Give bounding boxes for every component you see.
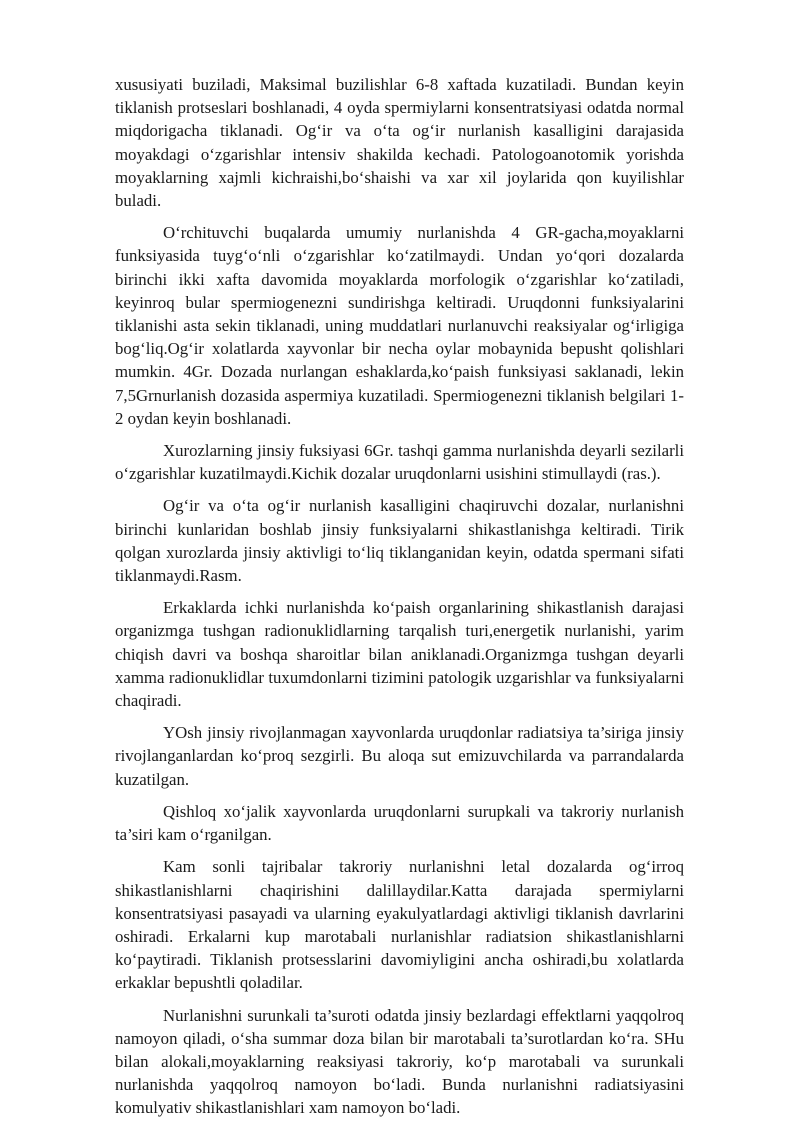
paragraph: Nurlanishni surunkali ta’suroti odatda jinsiy bezlardagi effektlarni yaqqolroq namoyon qiladi, o‘sha summar doza bilan bir marotabali ta’surotlardan ko‘ra. SHu bilan alokali,moyaklarning reaksiyasi takroriy, ko‘p marotabali va surunkali nurlanishda yaqqolroq namoyon bo‘ladi. Bunda nurlanishni radiatsiyasini komulyativ shikastlanishlari xam namoyon bo‘ladi. bbox=[115, 1005, 684, 1118]
paragraph: xususiyati buziladi, Maksimal buzilishlar 6-8 xaftada kuzatiladi. Bundan keyin tiklanish protseslari boshlanadi, 4 oyda spermiylarni konsentratsiyasi odatda normal miqdorigacha tiklanadi. Og‘ir va o‘ta og‘ir nurlanish kasalligini darajasida moyakdagi o‘zgarishlar intensiv shakilda kechadi. Patologoanotomik yorishda moyaklarning xajmli kichraishi,bo‘shaishi va xar xil joylarida qon kuyilishlar buladi. bbox=[115, 75, 684, 211]
paragraph: YOsh jinsiy rivojlanmagan xayvonlarda uruqdonlar radiatsiya ta’siriga jinsiy rivojlanganlardan ko‘proq sezgirli. Bu aloqa sut emizuvchilarda va parrandalarda kuzatilgan. bbox=[115, 723, 684, 789]
paragraph: Xurozlarning jinsiy fuksiyasi 6Gr. tashqi gamma nurlanishda deyarli sezilarli o‘zgarishlar kuzatilmaydi.Kichik dozalar uruqdonlarni usishini stimullaydi (ras.). bbox=[115, 441, 684, 484]
paragraph: Kam sonli tajribalar takroriy nurlanishni letal dozalarda og‘irroq shikastlanishlarni chaqirishini dalillaydilar.Katta darajada spermiylarni konsentratsiyasi pasayadi va ularning eyakulyatlardagi aktivligi tiklanish davrlarini oshiradi. Erkalarni kup marotabali nurlanishlar radiatsion shikastlanishlarni ko‘paytiradi. Tiklanish protsesslarini davomiyligini ancha oshiradi,bu xolatlarda erkaklar bepushtli qoladilar. bbox=[115, 857, 684, 993]
paragraph: Erkaklarda ichki nurlanishda ko‘paish organlarining shikastlanish darajasi organizmga tushgan radionuklidlarning tarqalish turi,energetik nurlanishi, yarim chiqish davri va boshqa sharoitlar bilan aniklanadi.Organizmga tushgan deyarli xamma radionuklidlar tuxumdonlarni tizimini patologik uzgarishlar va funksiyalarni chaqiradi. bbox=[115, 598, 684, 711]
paragraph: Og‘ir va o‘ta og‘ir nurlanish kasalligini chaqiruvchi dozalar, nurlanishni birinchi kunlaridan boshlab jinsiy funksiyalarni shikastlanishga keltiradi. Tirik qolgan xurozlarda jinsiy aktivligi to‘liq tiklanganidan keyin, odatda spermani sifati tiklanmaydi.Rasm. bbox=[115, 496, 684, 586]
document-body bbox=[115, 73, 684, 1129]
paragraph: Qishloq xo‘jalik xayvonlarda uruqdonlarni surupkali va takroriy nurlanish ta’siri kam o‘rganilgan. bbox=[115, 801, 684, 845]
paragraph: O‘rchituvchi buqalarda umumiy nurlanishda 4 GR-gacha,moyaklarni funksiyasida tuyg‘o‘nli o‘zgarishlar ko‘zatilmaydi. Undan yo‘qori dozalarda birinchi ikki xafta davomida moyaklarda morfologik o‘zgarishlar ko‘zatiladi, keyinroq bular spermiogenezni sundirishga keltiradi. Uruqdonni funksiyalarini tiklanishi asta sekin tiklanadi, uning muddatlari nurlanuvchi reaksiyalar og‘irligiga bog‘liq.Og‘ir xolatlarda xayvonlar bir necha oylar mobaynida bepusht qolishlari mumkin. 4Gr. Dozada nurlangan eshaklarda,ko‘paish funksiyasi saklanadi, lekin 7,5Grnurlanish dozasida aspermiya kuzatiladi. Spermiogenezni tiklanish belgilari 1-2 oydan keyin boshlanadi. bbox=[115, 223, 684, 428]
